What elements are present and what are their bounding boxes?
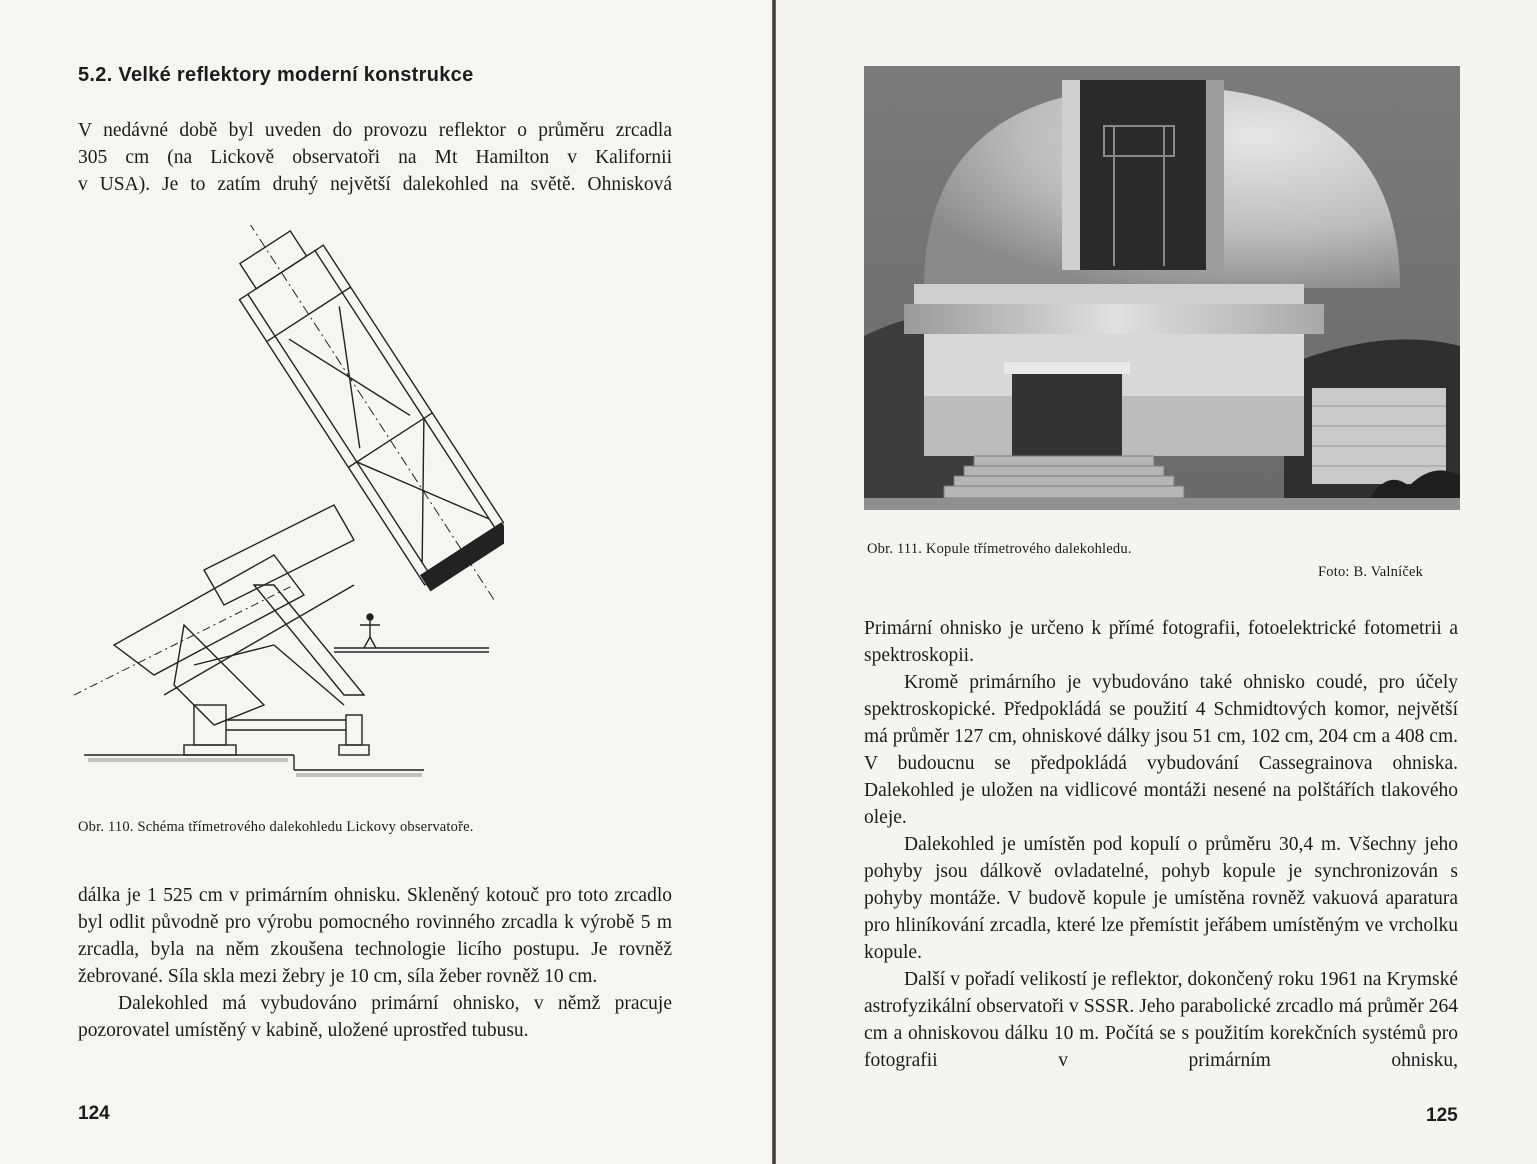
paragraph: Další v pořadí velikostí je reflektor, dokončený roku 1961 na Krymské astrofyzikální observatoři v SSSR. Jeho parabolické zrcadlo má průměr 264 cm a ohniskovou dálku 10 m. Počítá se s použitím korekčních systémů pro fotografii v primárním ohnisku,	[864, 969, 1458, 1071]
paragraph: Dalekohled je umístěn pod kopulí o průměru 30,4 m. Všechny jeho pohyby jsou dálkově ovladatelné, pohyb kopule je synchronizován s pohyby montáže. V budově kopule je umístěna rovněž vakuová aparatura pro hliníkování zrcadla, které lze přemístit jeřábem umístěným ve vrcholku kopule.	[864, 834, 1458, 963]
telescope-schematic-drawing	[74, 225, 504, 795]
page-number-right: 125	[1426, 1105, 1458, 1126]
paragraph: Dalekohled má vybudováno primární ohnisko, v němž pracuje pozorovatel umístěný v kabině, uložené uprostřed tubusu.	[78, 993, 672, 1041]
figure-caption: Obr. 110. Schéma třímetrového dalekohledu Lickovy observatoře.	[78, 819, 474, 835]
intro-line: v USA). Je to zatím druhý největší dalekohled na světě. Ohnisková	[78, 174, 672, 195]
paragraph: dálka je 1 525 cm v primárním ohnisku. Skleněný kotouč pro toto zrcadlo byl odlit původně pro výrobu pomocného rovinného zrcadla k výrobě 5 m zrcadla, byla na něm zkoušena technologie licího postupu. Je rovněž žebrované. Síla skla mezi žebry je 10 cm, síla žeber rovněž 10 cm.	[78, 885, 672, 987]
intro-line: V nedávné době byl uveden do provozu reflektor o průměru zrcadla	[78, 120, 672, 141]
observatory-dome-photo	[864, 66, 1460, 510]
paragraph: Primární ohnisko je určeno k přímé fotografii, fotoelektrické fotometrii a spektroskopii.	[864, 618, 1458, 666]
section-heading: 5.2. Velké reflektory moderní konstrukce	[78, 64, 474, 86]
photo-caption: Obr. 111. Kopule třímetrového dalekohledu.	[867, 541, 1132, 557]
intro-line: 305 cm (na Lickově observatoři na Mt Hamilton v Kalifornii	[78, 147, 672, 168]
page-number-left: 124	[78, 1103, 110, 1124]
paragraph: Kromě primárního je vybudováno také ohnisko coudé, pro účely spektroskopické. Předpokládá se použití 4 Schmidtových komor, největší má průměr 127 cm, ohniskové dálky jsou 51 cm, 102 cm, 204 cm a 408 cm. V budoucnu se předpokládá vybudování Cassegrainova ohniska. Dalekohled je uložen na vidlicové montáži nesené na polštářích tlakového oleje.	[864, 672, 1458, 828]
left-body-text	[78, 882, 672, 1044]
intro-text	[78, 117, 672, 198]
photo-credit: Foto: B. Valníček	[1318, 564, 1424, 580]
right-body-text	[864, 615, 1458, 1074]
